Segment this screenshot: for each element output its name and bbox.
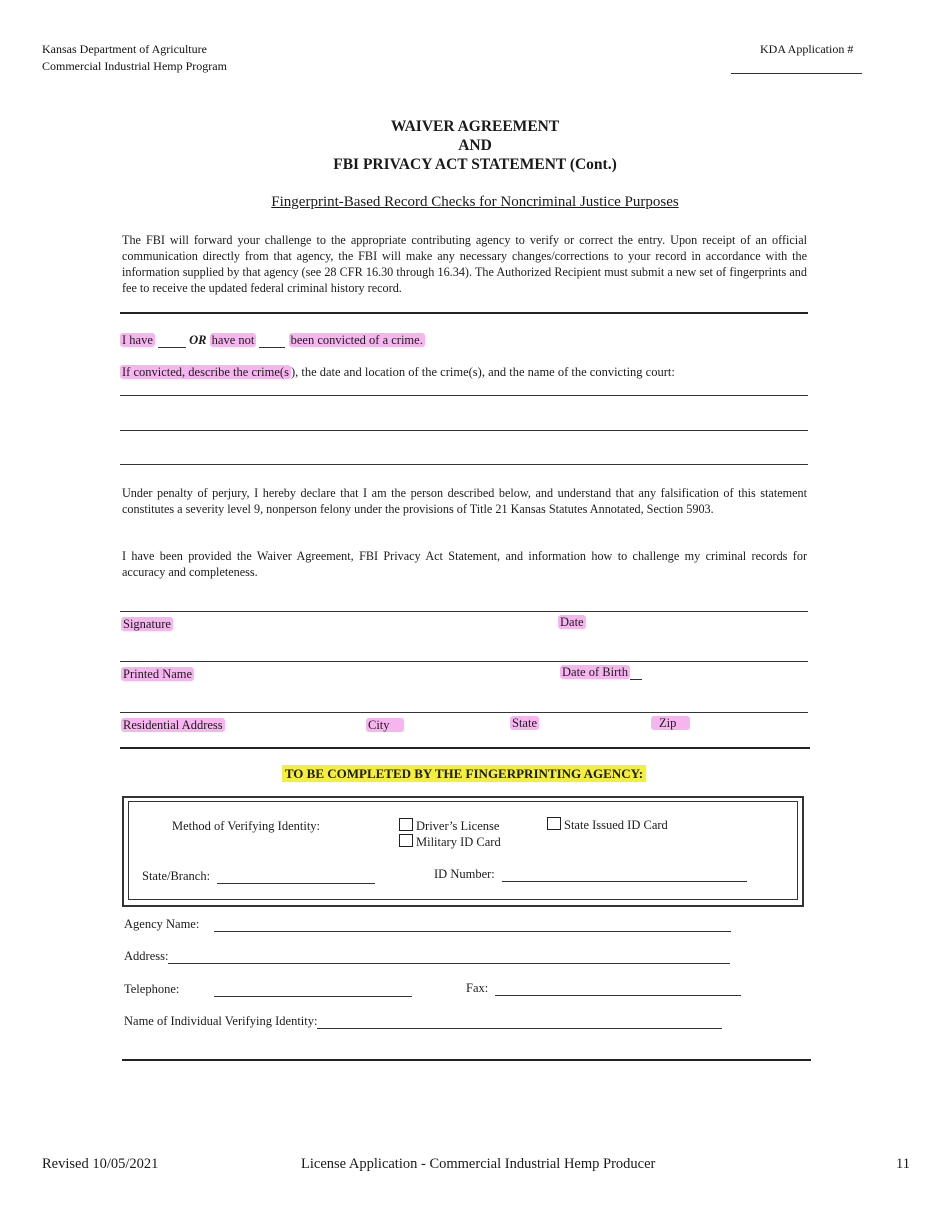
crime-description-line-1[interactable] — [120, 395, 808, 396]
footer-revised: Revised 10/05/2021 — [42, 1156, 159, 1172]
city-label-text: City — [366, 718, 404, 732]
drivers-license-checkbox[interactable] — [399, 818, 413, 831]
title-line-1: WAIVER AGREEMENT — [390, 118, 560, 135]
agency-section-heading-text: TO BE COMPLETED BY THE FINGERPRINTING AGENCY: — [282, 765, 646, 782]
provided-paragraph: I have been provided the Waiver Agreement, FBI Privacy Act Statement, and information how to challenge my criminal records for accuracy and completeness. — [122, 549, 807, 579]
describe-crime-prompt — [120, 365, 675, 380]
date-label-text: Date — [560, 615, 584, 629]
signature-section-divider — [120, 747, 810, 749]
state-label — [510, 716, 539, 731]
method-of-verifying-label: Method of Verifying Identity: — [172, 819, 321, 833]
military-id-checkbox[interactable] — [399, 834, 413, 847]
printed-name-line[interactable] — [120, 661, 808, 662]
application-number-label: KDA Application # — [760, 42, 854, 56]
printed-name-label-text: Printed Name — [123, 667, 193, 681]
identity-verification-inner-frame — [128, 801, 798, 900]
date-label — [558, 615, 586, 630]
option-military-id[interactable] — [399, 834, 501, 850]
agency-name-label: Agency Name: — [124, 917, 200, 931]
signature-label-text: Signature — [123, 617, 171, 631]
fax-label: Fax: — [466, 981, 489, 995]
have-not-label: have not — [211, 333, 255, 347]
state-id-checkbox[interactable] — [547, 817, 561, 830]
id-number-label: ID Number: — [434, 867, 495, 881]
state-branch-input[interactable] — [217, 871, 375, 884]
or-label: OR — [189, 333, 207, 347]
agency-name-input[interactable] — [214, 919, 731, 932]
residential-address-label — [121, 718, 225, 733]
title-line-3: FBI PRIVACY ACT STATEMENT (Cont.) — [333, 156, 617, 173]
option-drivers-license[interactable] — [399, 818, 501, 834]
drivers-license-label: Driver’s License — [416, 819, 500, 833]
footer-page-number: 11 — [896, 1156, 910, 1172]
been-convicted-label: been convicted of a crime. — [290, 333, 423, 347]
verifier-name-field — [124, 1014, 722, 1029]
signature-label — [121, 617, 173, 632]
page-subtitle: Fingerprint-Based Record Checks for Noncriminal Justice Purposes — [271, 194, 679, 210]
org-name: Kansas Department of Agriculture — [42, 42, 207, 56]
application-number-field[interactable] — [731, 73, 862, 74]
id-number-input[interactable] — [502, 869, 747, 882]
telephone-label: Telephone: — [124, 982, 180, 996]
date-of-birth-blank[interactable] — [630, 667, 642, 680]
intro-paragraph: The FBI will forward your challenge to the appropriate contributing agency to verify or correct the entry. Upon receipt of an official communication directly from that agency, the FBI will make any necessary changes/corrections to your record in accordance with the information supplied by that agency (see 28 CFR 16.30 through 16.34). The Authorized Recipient must submit a new set of fingerprints and fee to receive the updated federal criminal history record. — [122, 233, 807, 295]
state-branch-label: State/Branch: — [142, 869, 211, 883]
section-divider — [120, 312, 808, 314]
state-branch-field — [142, 869, 375, 884]
verifier-name-input[interactable] — [317, 1016, 722, 1029]
program-name: Commercial Industrial Hemp Program — [42, 59, 227, 73]
residential-address-label-text: Residential Address — [123, 718, 223, 732]
agency-section-bottom-rule — [122, 1059, 811, 1061]
zip-label — [651, 716, 690, 731]
agency-section-heading — [0, 766, 928, 782]
conviction-statement — [120, 333, 425, 348]
signature-line[interactable] — [120, 611, 808, 612]
page-title — [0, 117, 950, 174]
fax-input[interactable] — [495, 983, 741, 996]
title-line-2: AND — [458, 137, 492, 154]
telephone-field — [124, 982, 412, 997]
address-line[interactable] — [120, 712, 808, 713]
crime-description-line-3[interactable] — [120, 464, 808, 465]
have-not-convicted-blank[interactable] — [259, 335, 285, 348]
date-of-birth-label-text: Date of Birth — [562, 665, 628, 679]
state-label-text: State — [512, 716, 537, 730]
agency-address-field — [124, 949, 730, 964]
printed-name-label — [121, 667, 194, 682]
footer-document-title: License Application - Commercial Industrial Hemp Producer — [301, 1156, 656, 1172]
agency-address-input[interactable] — [168, 951, 730, 964]
describe-crime-rest: ), the date and location of the crime(s), and the name of the convicting court: — [290, 365, 675, 379]
date-of-birth-label — [560, 665, 642, 680]
agency-address-label: Address: — [124, 949, 169, 963]
id-number-field — [434, 867, 747, 882]
verifier-name-label: Name of Individual Verifying Identity: — [124, 1014, 318, 1028]
fax-field — [466, 981, 741, 996]
describe-crime-highlight: If convicted, describe the crime(s — [122, 365, 289, 379]
header-org — [42, 41, 227, 75]
i-have-label: I have — [122, 333, 153, 347]
city-label — [366, 718, 404, 733]
id-method-options — [399, 818, 501, 850]
zip-label-text: Zip — [651, 716, 690, 730]
option-state-id[interactable] — [547, 817, 668, 833]
have-convicted-blank[interactable] — [158, 335, 186, 348]
crime-description-line-2[interactable] — [120, 430, 808, 431]
perjury-paragraph: Under penalty of perjury, I hereby declare that I am the person described below, and understand that any falsification of this statement constitutes a severity level 9, nonperson felony under the provisions of Title 21 Kansas Statutes Annotated, Section 5903. — [122, 486, 807, 516]
state-id-label: State Issued ID Card — [564, 818, 668, 832]
telephone-input[interactable] — [214, 984, 412, 997]
agency-name-field — [124, 917, 731, 932]
military-id-label: Military ID Card — [416, 835, 501, 849]
